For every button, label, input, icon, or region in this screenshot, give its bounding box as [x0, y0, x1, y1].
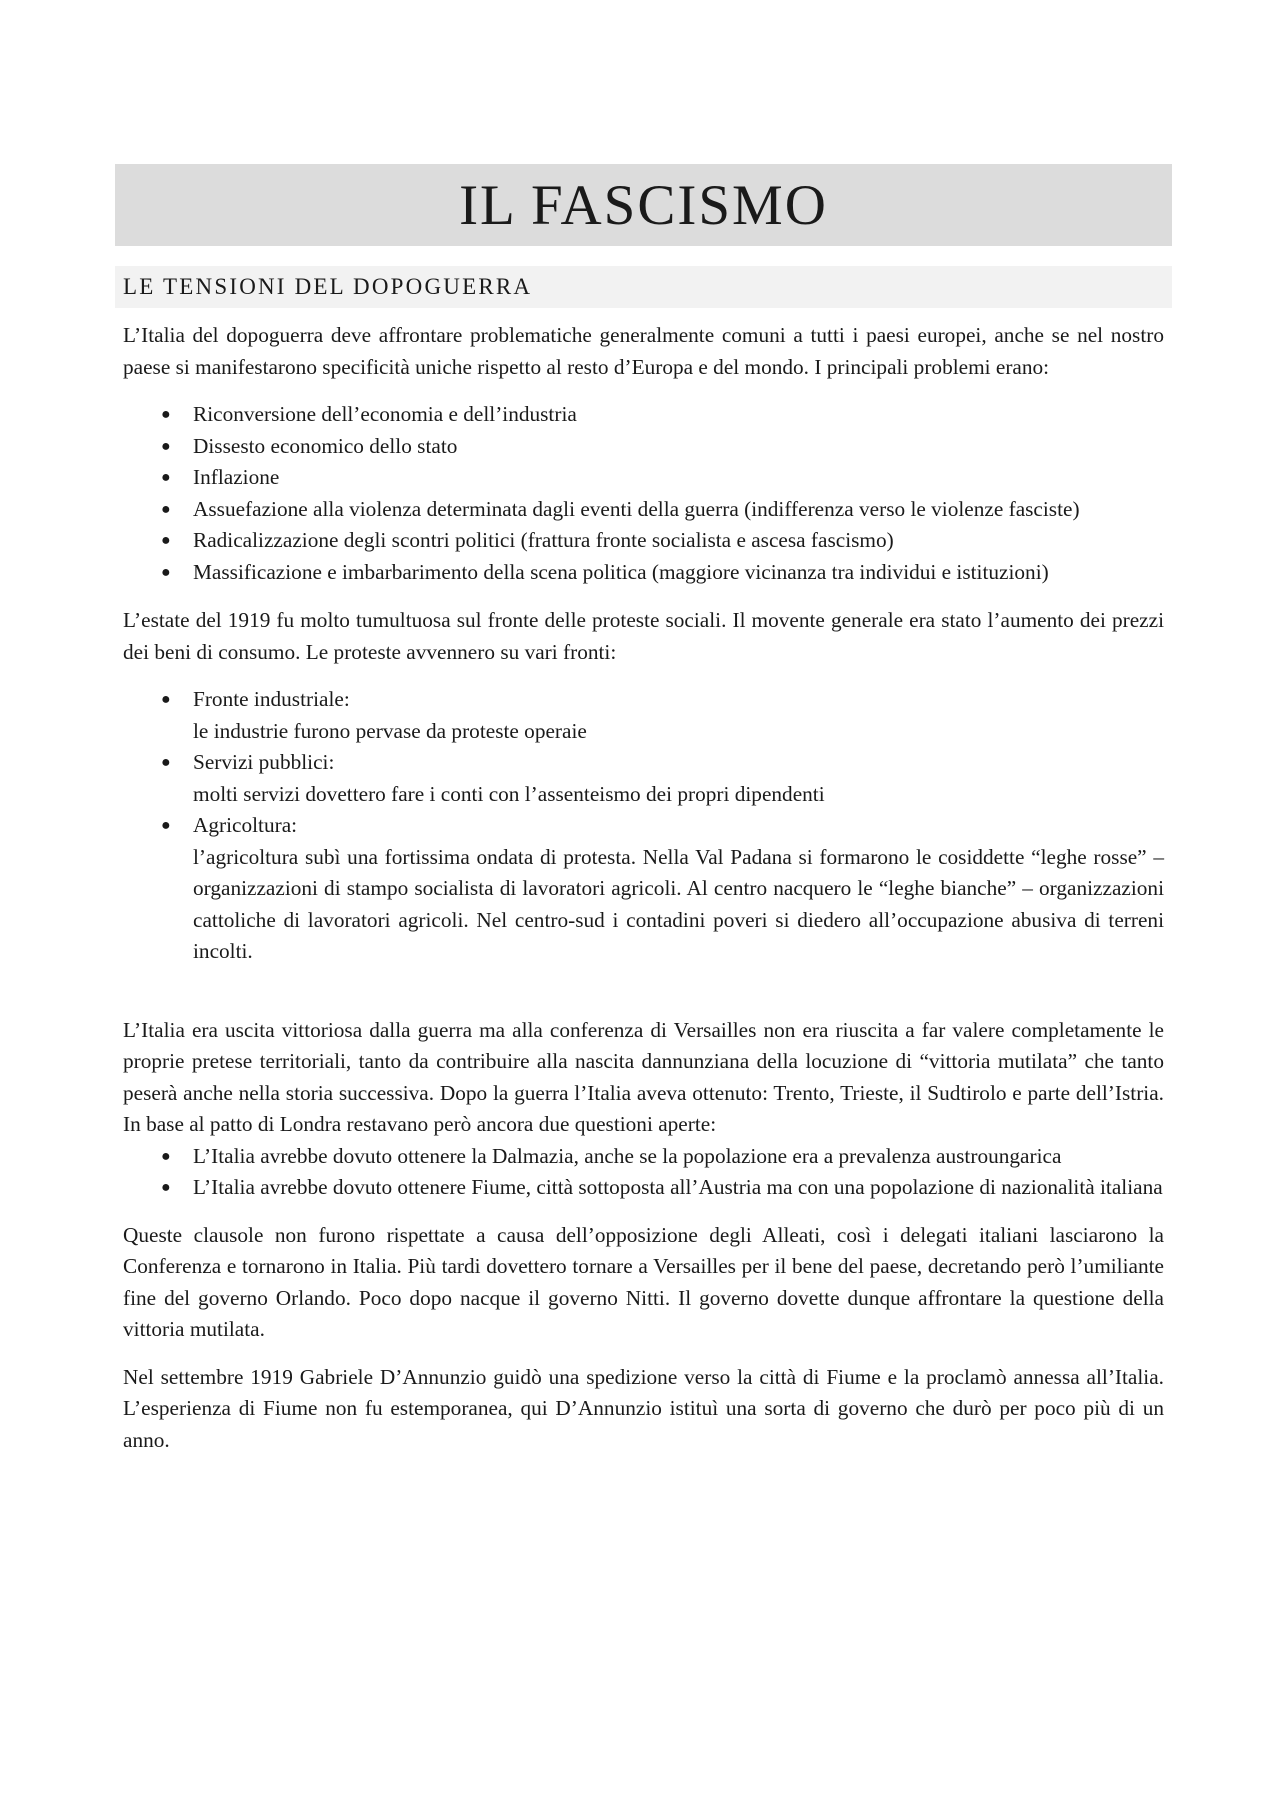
- problems-list: [123, 399, 1164, 588]
- list-item: ● L’Italia avrebbe dovuto ottenere la Dalmazia, anche se la popolazione era a prevalenza austroungarica: [123, 1141, 1164, 1173]
- list-item: ● Assuefazione alla violenza determinata dagli eventi della guerra (indifferenza verso le violenze fasciste): [123, 494, 1164, 526]
- list-item-heading: Agricoltura:: [193, 813, 298, 837]
- list-item: [123, 810, 1164, 968]
- list-item-heading: Fronte industriale:: [193, 687, 350, 711]
- list-item: ● Dissesto economico dello stato: [123, 431, 1164, 463]
- bullet-icon: ●: [161, 469, 171, 486]
- title-bar: [115, 164, 1172, 246]
- open-questions-list: [123, 1141, 1164, 1204]
- bullet-icon: ●: [161, 1179, 171, 1196]
- list-item: ● Radicalizzazione degli scontri politici (frattura fronte socialista e ascesa fascismo): [123, 525, 1164, 557]
- bullet-icon: ●: [161, 437, 171, 455]
- list-item: [123, 684, 1164, 747]
- bullet-icon: ●: [161, 406, 171, 423]
- list-item-heading: Servizi pubblici:: [193, 750, 335, 774]
- protest-fronts-list: [123, 684, 1164, 968]
- list-item: ● Inflazione: [123, 462, 1164, 494]
- list-item-text: le industrie furono pervase da proteste operaie: [193, 718, 587, 743]
- bullet-icon: ●: [161, 754, 171, 771]
- bullet-icon: ●: [161, 563, 171, 581]
- paragraph-clauses: Queste clausole non furono rispettate a causa dell’opposizione degli Alleati, così i delegati italiani lasciarono la Conferenza e tornarono in Italia. Più tardi dovettero tornare a Versailles per il bene del paese, decretando però l’umiliante fine del governo Orlando. Poco dopo nacque il governo Nitti. Il governo dovette dunque affrontare la questione della vittoria mutilata.: [123, 1222, 1164, 1341]
- bullet-icon: ●: [161, 817, 171, 834]
- section-title: LE TENSIONI DEL DOPOGUERRA: [123, 274, 533, 299]
- list-item: ● Massificazione e imbarbarimento della scena politica (maggiore vicinanza tra individui e istituzioni): [123, 557, 1164, 589]
- list-item: ● L’Italia avrebbe dovuto ottenere Fiume, città sottoposta all’Austria ma con una popolazione di nazionalità italiana: [123, 1172, 1164, 1204]
- document-page: [115, 164, 1172, 1456]
- list-item-text: molti servizi dovettero fare i conti con l’assenteismo dei propri dipendenti: [193, 781, 825, 806]
- paragraph-fiume: Nel settembre 1919 Gabriele D’Annunzio guidò una spedizione verso la città di Fiume e la proclamò annessa all’Italia. L’esperienza di Fiume non fu estemporanea, qui D’Annunzio istituì una sorta di governo che durò per poco più di un anno.: [123, 1364, 1164, 1452]
- paragraph-intro: L’Italia del dopoguerra deve affrontare problematiche generalmente comuni a tutti i paesi europei, anche se nel nostro paese si manifestarono specificità uniche rispetto al resto d’Europa e del mondo. I principali problemi erano:: [123, 323, 1164, 379]
- page-title: IL FASCISMO: [459, 173, 828, 237]
- document-body: [115, 320, 1172, 1456]
- section-header: [115, 266, 1172, 308]
- list-item: [123, 747, 1164, 810]
- bullet-icon: ●: [161, 532, 171, 549]
- list-item-text: l’agricoltura subì una fortissima ondata di protesta. Nella Val Padana si formarono le cosiddette “leghe rosse” – organizzazioni di stampo socialista di lavoratori agricoli. Al centro nacquero le “leghe bianche” – organizzazioni cattoliche di lavoratori agricoli. Nel centro-sud i contadini poveri si diedero all’occupazione abusiva di terreni incolti.: [193, 844, 1164, 963]
- paragraph-versailles: L’Italia era uscita vittoriosa dalla guerra ma alla conferenza di Versailles non era riuscita a far valere completamente le proprie pretese territoriali, tanto da contribuire alla nascita dannunziana della locuzione di “vittoria mutilata” che tanto peserà anche nella storia successiva. Dopo la guerra l’Italia aveva ottenuto: Trento, Trieste, il Sudtirolo e parte dell’Istria. In base al patto di Londra restavano però ancora due questioni aperte:: [123, 1017, 1164, 1136]
- bullet-icon: ●: [161, 1147, 171, 1165]
- bullet-icon: ●: [161, 691, 171, 708]
- bullet-icon: ●: [161, 500, 171, 518]
- paragraph-protests: L’estate del 1919 fu molto tumultuosa sul fronte delle proteste sociali. Il movente generale era stato l’aumento dei prezzi dei beni di consumo. Le proteste avvennero su vari fronti:: [123, 608, 1164, 664]
- list-item: ● Riconversione dell’economia e dell’industria: [123, 399, 1164, 431]
